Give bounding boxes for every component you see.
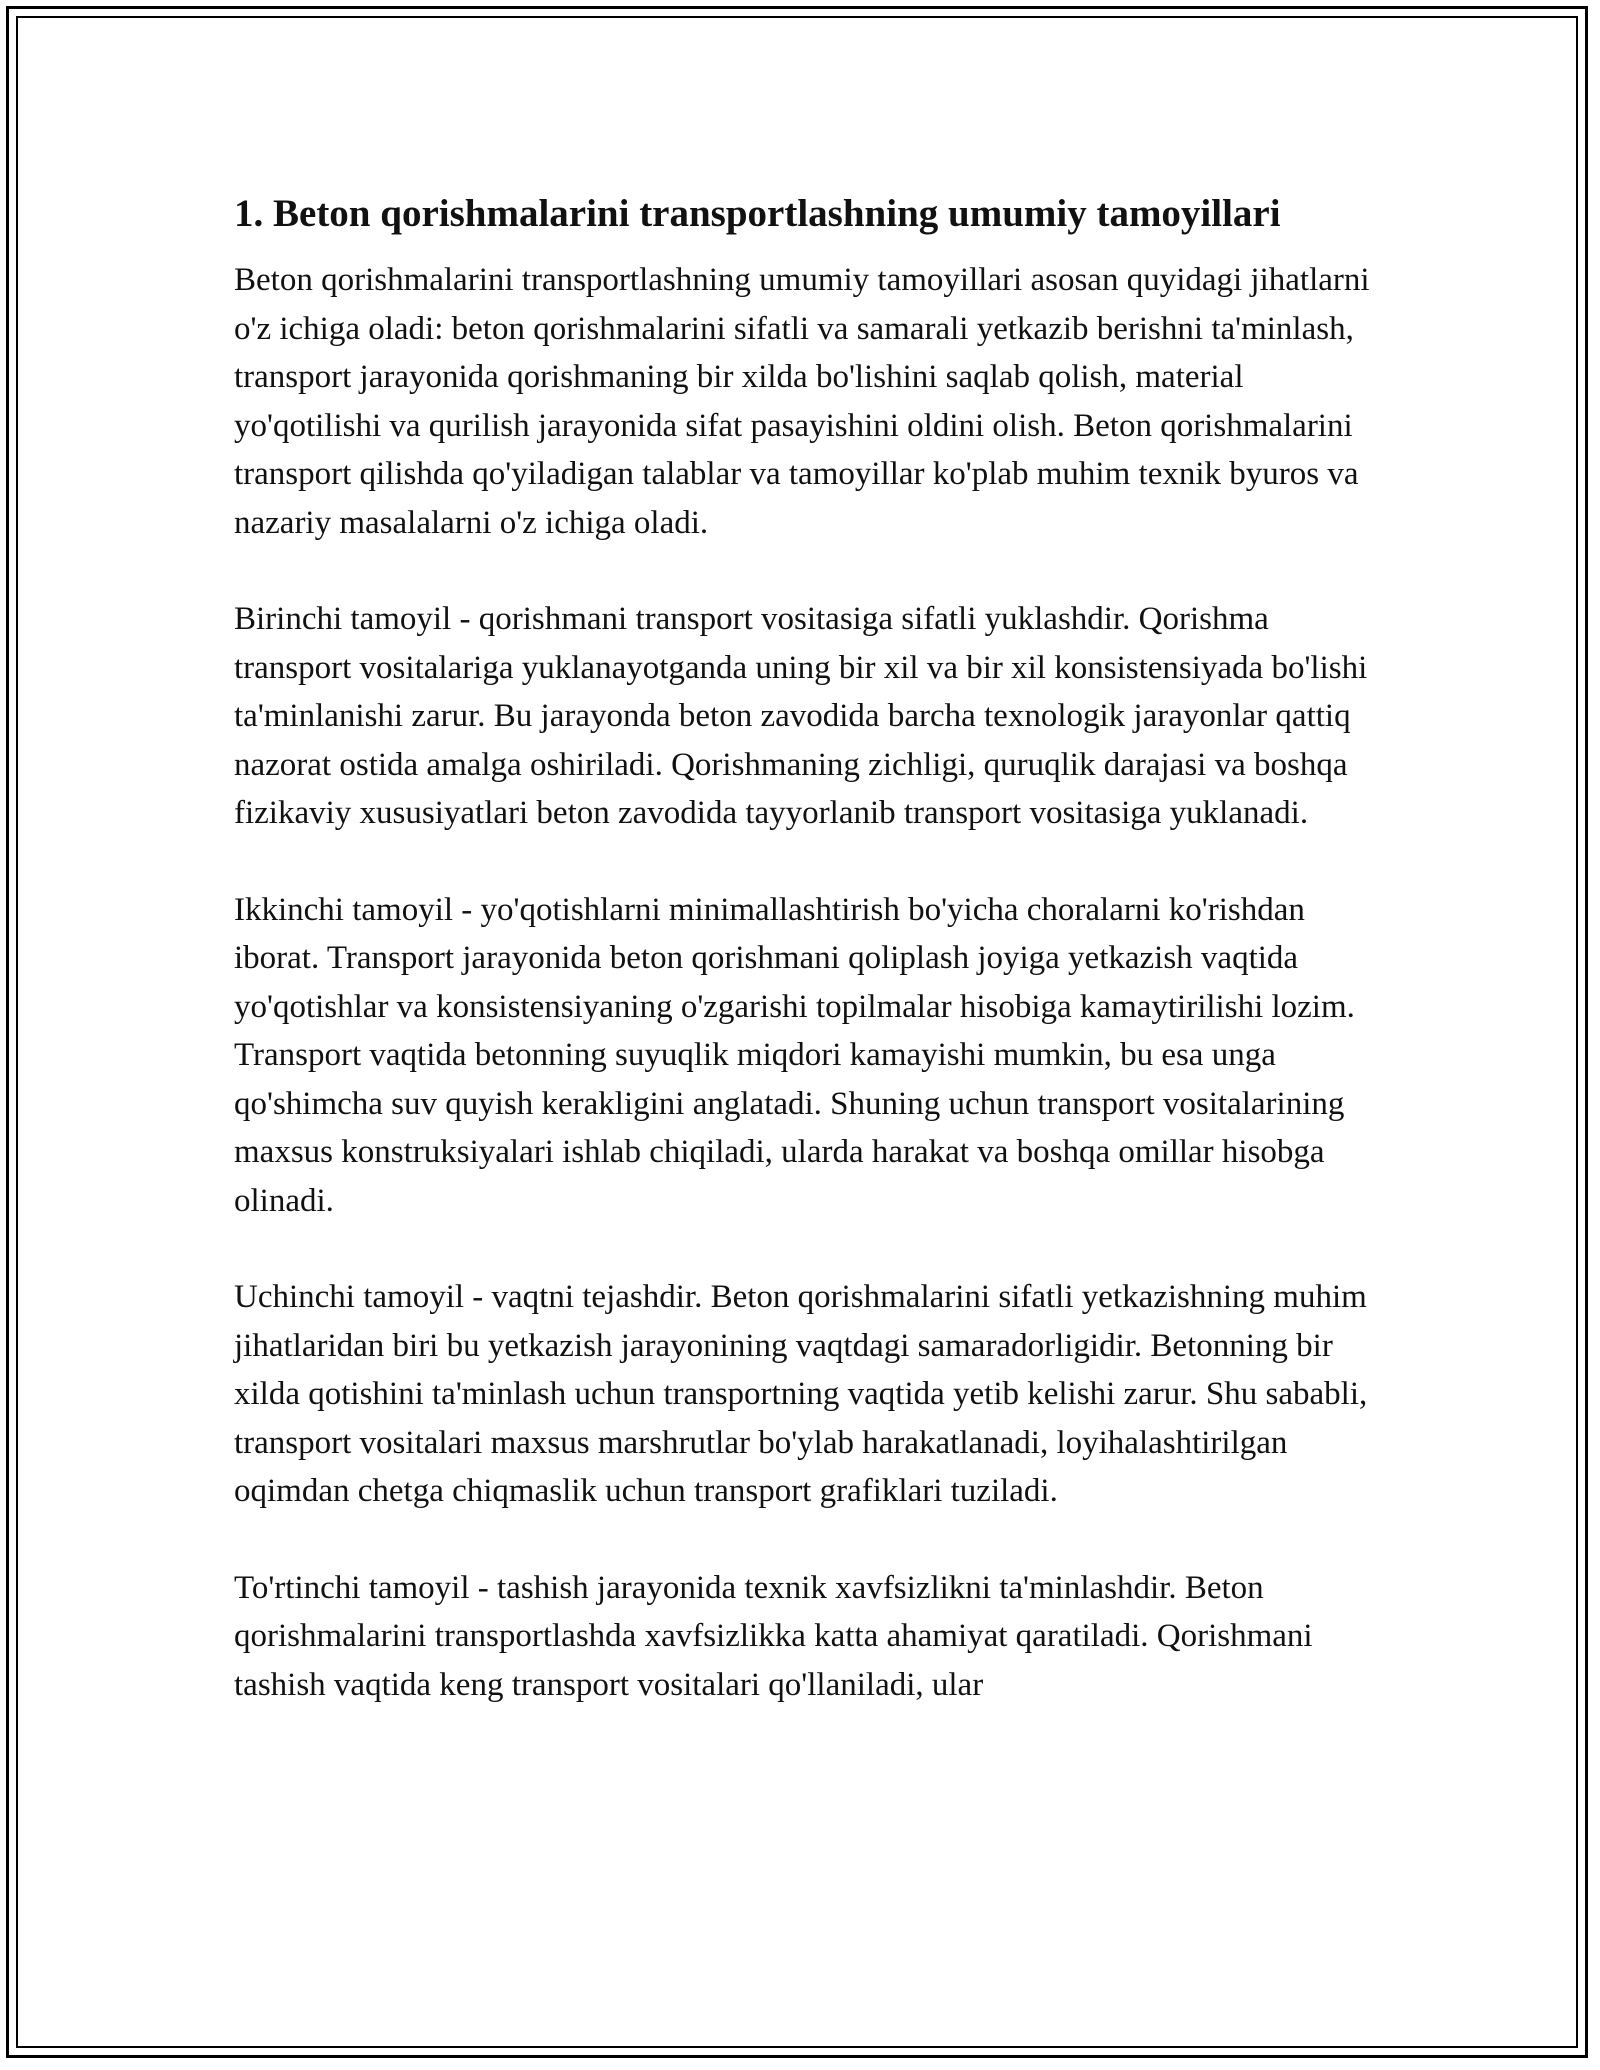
paragraph-principle-1: Birinchi tamoyil - qorishmani transport vositasiga sifatli yuklashdir. Qorishma transport vositalariga yuklanayotganda uning bir xil va bir xil konsistensiyada bo'lishi ta'minlanishi zarur. Bu jarayonda beton zavodida barcha texnologik jarayonlar qattiq nazorat ostida amalga oshiriladi. Qorishmaning zichligi, quruqlik darajasi va boshqa fizikaviy xususiyatlari beton zavodida tayyorlanib transport vositasiga yuklanadi. bbox=[234, 601, 1368, 831]
paragraph-principle-4: To'rtinchi tamoyil - tashish jarayonida texnik xavfsizlikni ta'minlashdir. Beton qorishmalarini transportlashda xavfsizlikka katta ahamiyat qaratiladi. Qorishmani tashish vaqtida keng transport vositalari qo'llaniladi, ular bbox=[234, 1569, 1313, 1703]
paragraph-principle-3: Uchinchi tamoyil - vaqtni tejashdir. Beton qorishmalarini sifatli yetkazishning muhim jihatlaridan biri bu yetkazish jarayonining vaqtdagi samaradorligidir. Betonning bir xilda qotishini ta'minlash uchun transportning vaqtida yetib kelishi zarur. Shu sababli, transport vositalari maxsus marshrutlar bo'ylab harakatlanadi, loyihalashtirilgan oqimdan chetga chiqmaslik uchun transport grafiklari tuziladi. bbox=[234, 1279, 1368, 1509]
paragraph-intro: Beton qorishmalarini transportlashning umumiy tamoyillari asosan quyidagi jihatlarni o'z ichiga oladi: beton qorishmalarini sifatli va samarali yetkazib berishni ta'minlash, transport jarayonida qorishmaning bir xilda bo'lishini saqlab qolish, material yo'qotilishi va qurilish jarayonida sifat pasayishini oldini olish. Beton qorishmalarini transport qilishda qo'yiladigan talablar va tamoyillar ko'plab muhim texnik byuros va nazariy masalalarni o'z ichiga oladi. bbox=[234, 262, 1370, 541]
paragraph-principle-2: Ikkinchi tamoyil - yo'qotishlarni minimallashtirish bo'yicha choralarni ko'rishdan iborat. Transport jarayonida beton qorishmani qoliplash joyiga yetkazish vaqtida yo'qotishlar va konsistensiyaning o'zgarishi topilmalar hisobiga kamaytirilishi lozim. Transport vaqtida betonning suyuqlik miqdori kamayishi mumkin, bu esa unga qo'shimcha suv quyish kerakligini anglatadi. Shuning uchun transport vositalarining maxsus konstruksiyalari ishlab chiqiladi, ularda harakat va boshqa omillar hisobga olinadi. bbox=[234, 891, 1355, 1219]
section-heading: 1. Beton qorishmalarini transportlashning umumiy tamoyillari bbox=[234, 192, 1281, 235]
document-body bbox=[234, 186, 1374, 1757]
